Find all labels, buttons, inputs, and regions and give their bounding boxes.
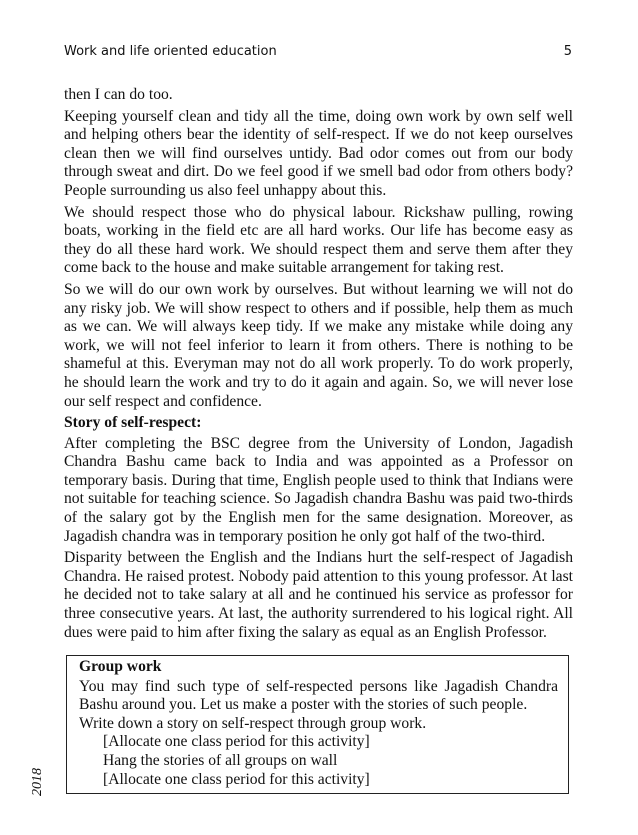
- side-year-text: 2018: [30, 768, 45, 796]
- running-title: Work and life oriented education: [64, 44, 277, 59]
- story-paragraph-2: Disparity between the English and the Indians hurt the self-respect of Jagadish Chandra. He raised protest. Nobody paid attention to this young professor. At last he decided not to take salary at all and he continued his service as professor for three consecutive years. At last, the authority surrendered to his logical right. All dues were paid to him after fixing the salary as equal as an English Professor.: [64, 549, 573, 641]
- group-work-note-1: [Allocate one class period for this activity]: [103, 733, 370, 751]
- page-header: [64, 44, 572, 64]
- paragraph-1: then I can do too.: [64, 86, 173, 103]
- paragraph-3: We should respect those who do physical labour. Rickshaw pulling, rowing boats, working in the field etc are all hard works. Our life has become easy as they do all these hard work. We should respect them and serve them after they come back to the house and make suitable arrangement for taking rest.: [64, 203, 573, 277]
- story-paragraph-1: After completing the BSC degree from the University of London, Jagadish Chandra Bashu came back to India and was appointed as a Professor on temporary basis. During that time, English people used to think that Indians were not suitable for teaching science. So Jagadish chandra Bashu was paid two-thirds of the salary got by the English men for the same designation. Moreover, as Jagadish chandra was in temporary position he only got half of the two-third.: [64, 434, 573, 545]
- group-work-heading: Group work: [79, 658, 162, 675]
- group-work-text-1: You may find such type of self-respected persons like Jagadish Chandra Bashu around you. Let us make a poster with the stories of such people.: [79, 677, 558, 714]
- group-work-box: [66, 655, 569, 794]
- group-work-note-3: [Allocate one class period for this activity]: [103, 770, 370, 788]
- side-year-label: [30, 712, 46, 796]
- group-work-text-2: Write down a story on self-respect through group work.: [79, 714, 427, 732]
- page-number: 5: [563, 44, 572, 59]
- body-text: [64, 86, 573, 645]
- paragraph-4: So we will do our own work by ourselves. But without learning we will not do any risky job. We will show respect to others and if possible, help them as much as we can. We will always keep tidy. If we make any mistake while doing any work, we will not feel inferior to learn it from others. There is nothing to be shameful at this. Everyman may not do all work properly. To do work properly, he should learn the work and try to do it again and again. So, we will never lose our self respect and confidence.: [64, 280, 573, 410]
- paragraph-2: Keeping yourself clean and tidy all the time, doing own work by own self well and helping others bear the identity of self-respect. If we do not keep ourselves clean then we will find ourselves untidy. Bad odor comes out from our body through sweat and dirt. Do we feel good if we smell bad odor from others body? People surrounding us also feel unhappy about this.: [64, 107, 573, 199]
- story-heading: Story of self-respect:: [64, 414, 202, 432]
- group-work-note-2: Hang the stories of all groups on wall: [103, 751, 338, 769]
